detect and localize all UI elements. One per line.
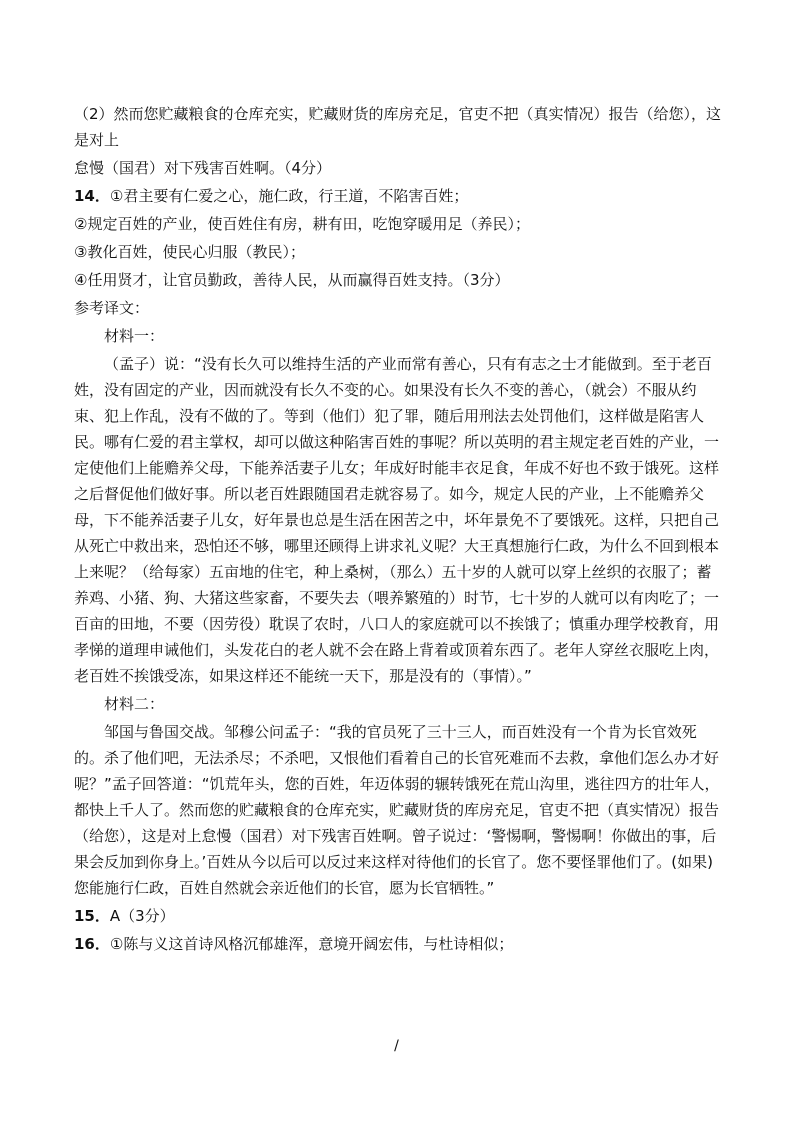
answer-14-item-1 — [74, 183, 724, 209]
document-body — [74, 101, 724, 959]
answer-14-item-4: ④任用贤才，让官员勤政，善待人民，从而赢得百姓支持。（3分） — [74, 271, 510, 289]
answer-16-text: ①陈与义这首诗风格沉郁雄浑，意境开阔宏伟，与杜诗相似； — [109, 935, 514, 953]
question-number-14: 14． — [74, 187, 110, 205]
material-1-text: （孟子）说：“没有长久可以维持生活的产业而常有善心，只有有志之士才能做到。至于老百姓，没有固定的产业，因而就没有长久不变的心。如果没有长久不变的善心，（就会）不服从约束、犯上作乱，没有不做的了。等到（他们）犯了罪，随后用刑法去处罚他们，这样做是陷害人民。哪有仁爱的君主掌权，却可以做这种陷害百姓的事呢？所以英明的君主规定老百姓的产业，一定使他们上能赡养父母，下能养活妻子儿女；年成好时能丰衣足食，年成不好也不致于饿死。这样之后督促他们做好事。所以老百姓跟随国君走就容易了。如今，规定人民的产业，上不能赡养父母，下不能养活妻子儿女，好年景也总是生活在困苦之中，坏年景免不了要饿死。这样，只把自己从死亡中救出来，恐怕还不够，哪里还顾得上讲求礼义呢？大王真想施行仁政，为什么不回到根本上来呢？（给每家）五亩地的住宅，种上桑树，（那么）五十岁的人就可以穿上丝织的衣服了；蓄养鸡、小猪、狗、大猪这些家畜，不要失去（喂养繁殖的）时节，七十岁的人就可以有肉吃了；一百亩的田地，不要（因劳役）耽误了农时，八口人的家庭就可以不挨饿了；慎重办理学校教育，用孝悌的道理申诫他们，头发花白的老人就不会在路上背着或顶着东西了。老年人穿丝衣服吃上肉，老百姓不挨饿受冻，如果这样还不能统一天下，那是没有的（事情）。” — [74, 355, 720, 685]
answer-13-2-line1: （2）然而您贮藏粮食的仓库充实，贮藏财货的库房充足，官吏不把（真实情况）报告（给您），这是对上 — [74, 105, 722, 149]
answer-15-text: A（3分） — [109, 907, 175, 925]
material-2-title: 材料二： — [104, 695, 165, 713]
material-2-text: 邹国与鲁国交战。邹穆公问孟子：“我的官员死了三十三人，而百姓没有一个肯为长官效死的。杀了他们吧，无法杀尽；不杀吧，又恨他们看着自己的长官死难而不去救，拿他们怎么办才好呢？”孟子回答道：“饥荒年头，您的百姓，年迈体弱的辗转饿死在荒山沟里，逃往四方的壮年人，都快上千人了。然而您的贮藏粮食的仓库充实，贮藏财货的库房充足，官吏不把（真实情况）报告（给您），这是对上怠慢（国君）对下残害百姓啊。曾子说过：‘警惕啊，警惕啊！你做出的事，后果会反加到你身上。’百姓从今以后可以反过来这样对待他们的长官了。您不要怪罪他们了。(如果)您能施行仁政，百姓自然就会亲近他们的长官，愿为长官牺牲。” — [74, 723, 720, 897]
answer-14-item-2: ②规定百姓的产业，使百姓住有房，耕有田，吃饱穿暖用足（养民）； — [74, 215, 530, 233]
answer-16 — [74, 931, 724, 957]
answer-14-text-1: ①君主要有仁爱之心，施仁政，行王道，不陷害百姓； — [109, 187, 469, 205]
question-number-16: 16． — [74, 935, 110, 953]
answer-13-2-line2: 怠慢（国君）对下残害百姓啊。（4分） — [74, 159, 332, 177]
material-1-title: 材料一： — [104, 327, 165, 345]
answer-15 — [74, 903, 724, 929]
translation-heading: 参考译文： — [74, 299, 150, 317]
question-number-15: 15． — [74, 907, 110, 925]
page-footer-mark: / — [394, 1038, 399, 1054]
answer-14-item-3: ③教化百姓，使民心归服（教民）； — [74, 243, 305, 261]
